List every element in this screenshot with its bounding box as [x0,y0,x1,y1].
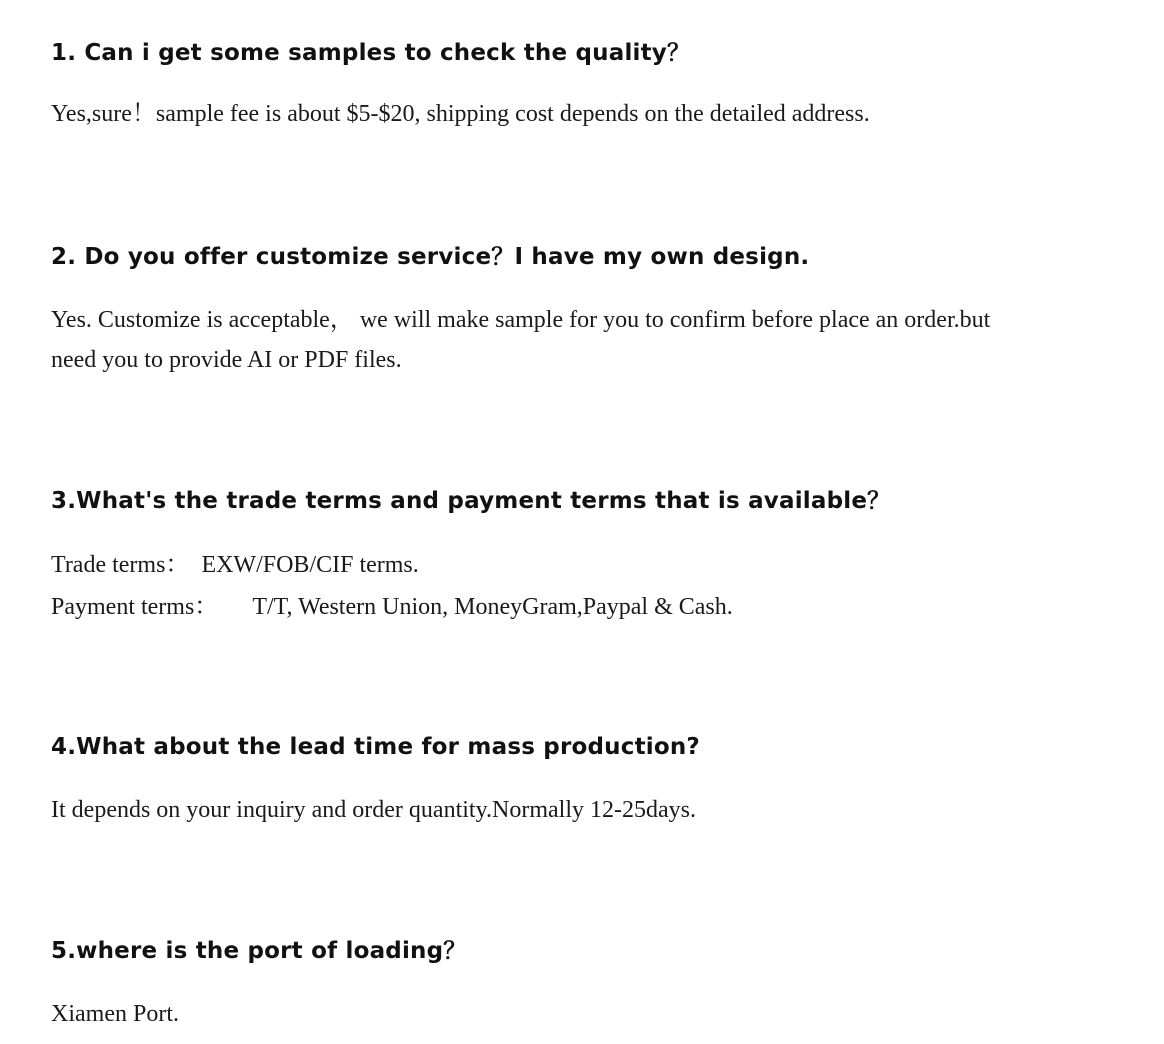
faq-answer-5 [51,994,179,1034]
faq-answer-3 [51,544,733,628]
faq-answer-5-line-1: Xiamen Port. [51,1001,179,1027]
faq-question-5: 5.where is the port of loading？ [51,938,467,964]
faq-answer-2-line-1: Yes. Customize is acceptable， we will make sample for you to confirm before place an order.but [51,307,991,333]
faq-answer-3-line-1 [51,544,733,586]
payment-terms-value: T/T, Western Union, MoneyGram,Paypal & Cash. [252,594,733,620]
payment-terms-label: Payment terms： [51,594,219,620]
faq-question-2: 2. Do you offer customize service？I have my own design. [51,244,810,270]
faq-question-1: 1. Can i get some samples to check the quality？ [51,40,691,66]
faq-answer-4 [51,790,696,830]
faq-answer-2 [51,300,990,380]
faq-answer-2-line-2: need you to provide AI or PDF files. [51,347,402,373]
faq-answer-4-line-1: It depends on your inquiry and order quantity.Normally 12-25days. [51,797,696,823]
faq-answer-1-line-1: Yes,sure！sample fee is about $5-$20, shipping cost depends on the detailed address. [51,101,870,127]
faq-question-4: 4.What about the lead time for mass production? [51,734,700,760]
trade-terms-label: Trade terms： [51,552,190,578]
faq-answer-1 [51,94,870,134]
trade-terms-value: EXW/FOB/CIF terms. [201,552,419,578]
faq-answer-3-line-2 [51,586,733,628]
faq-question-3: 3.What's the trade terms and payment terms that is available？ [51,488,891,514]
